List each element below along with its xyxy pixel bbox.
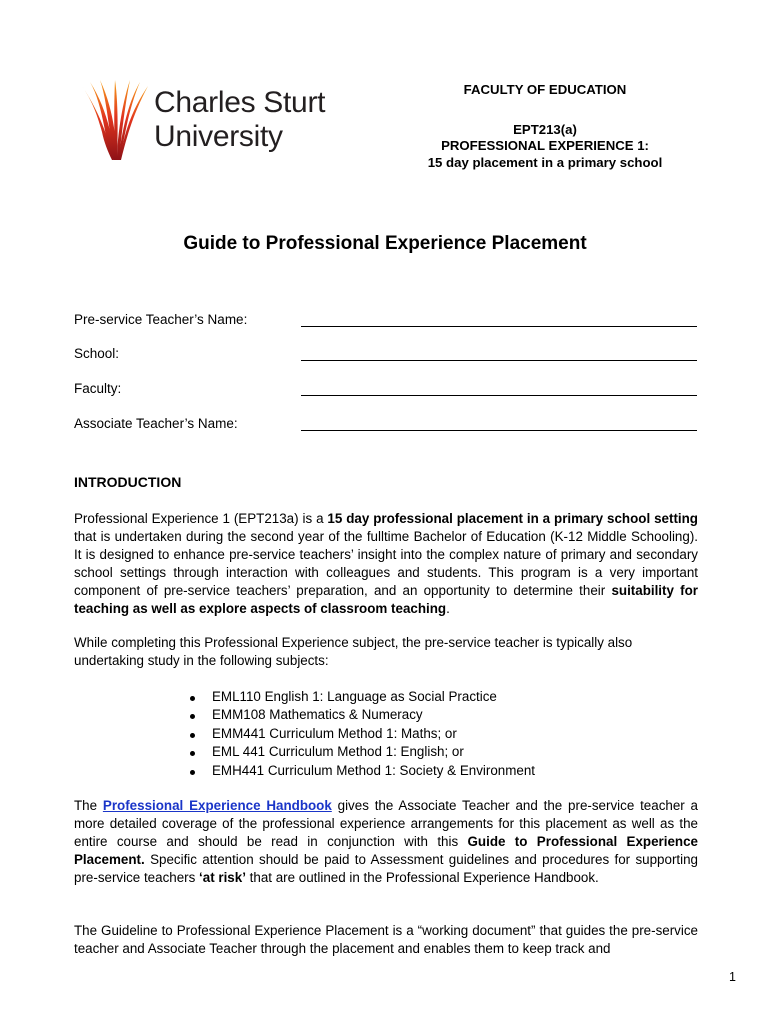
- form-row-school: [74, 346, 699, 366]
- form-label: Faculty:: [74, 381, 122, 396]
- page-number: 1: [729, 970, 736, 984]
- form-row-associate-teacher: [74, 416, 699, 436]
- introduction-heading: INTRODUCTION: [74, 474, 182, 490]
- bold-text-run: Guide to Professional Experience Placement.: [74, 834, 698, 868]
- form-label: School:: [74, 346, 120, 361]
- bold-text-run: ‘at risk’: [199, 870, 246, 886]
- intro-paragraph-3: [74, 797, 698, 887]
- teacher-name-field[interactable]: [301, 326, 697, 327]
- intro-paragraph-2: While completing this Professional Experience subject, the pre-service teacher is typically also undertaking study in the following subjects:: [74, 635, 633, 669]
- form-label: Pre-service Teacher’s Name:: [74, 312, 248, 327]
- associate-teacher-field[interactable]: [301, 430, 697, 431]
- list-item: EML 441 Curriculum Method 1: English; or: [190, 743, 535, 761]
- intro-paragraph-1: [74, 510, 698, 619]
- logo-text-line1: Charles Sturt: [154, 86, 326, 119]
- bold-text-run: 15 day professional placement in a primary school setting: [327, 511, 698, 526]
- university-logo: [78, 80, 360, 160]
- handbook-link[interactable]: Professional Experience Handbook: [102, 798, 332, 813]
- list-item: EML110 English 1: Language as Social Practice: [190, 688, 535, 706]
- bold-text-run: suitability for teaching as well as explore aspects of classroom teaching: [74, 583, 698, 617]
- subject-code: EPT213(a): [513, 122, 577, 137]
- logo-text-line2: University: [154, 120, 283, 153]
- text-run: that are outlined in the Professional Experience Handbook.: [245, 870, 599, 886]
- placement-description: 15 day placement in a primary school: [427, 155, 663, 170]
- school-field[interactable]: [301, 360, 697, 361]
- form-row-teacher-name: [74, 312, 699, 332]
- text-run: that is undertaken during the second year of the fulltime Bachelor of Education (K-12 Middle Schooling). It is designed to enhance pre-service teachers’ insight into the complex nature of primary and secondary school settings through interaction with colleagues and students. This program is a very important component of pre-service teachers’ preparation, and an opportunity to determine their: [74, 529, 698, 599]
- faculty-field[interactable]: [301, 395, 697, 396]
- list-item: EMM441 Curriculum Method 1: Maths; or: [190, 725, 535, 743]
- subject-list: [190, 688, 535, 780]
- faculty-heading: FACULTY OF EDUCATION: [463, 82, 627, 97]
- text-run: gives the Associate Teacher and the pre-service teacher a more detailed coverage of the professional experience arrangements for this placement as well as the entire course and should be read in conjunction with this: [74, 798, 698, 850]
- text-run: .: [446, 601, 450, 617]
- document-title: Guide to Professional Experience Placement: [183, 233, 587, 254]
- text-run: The: [74, 798, 103, 813]
- text-run: Professional Experience 1 (EPT213a) is a: [74, 511, 328, 526]
- subject-title: PROFESSIONAL EXPERIENCE 1:: [441, 138, 649, 153]
- list-item: EMH441 Curriculum Method 1: Society & Environment: [190, 762, 535, 780]
- form-row-faculty: [74, 381, 699, 401]
- form-label: Associate Teacher’s Name:: [74, 416, 238, 431]
- intro-paragraph-4: The Guideline to Professional Experience Placement is a “working document” that guides the pre-service teacher and Associate Teacher through the placement and enables them to keep track and: [74, 923, 698, 957]
- csu-flame-logo-icon: [78, 80, 152, 160]
- list-item: EMM108 Mathematics & Numeracy: [190, 706, 535, 724]
- text-run: Specific attention should be paid to Assessment guidelines and procedures for supporting pre-service teachers: [74, 852, 698, 886]
